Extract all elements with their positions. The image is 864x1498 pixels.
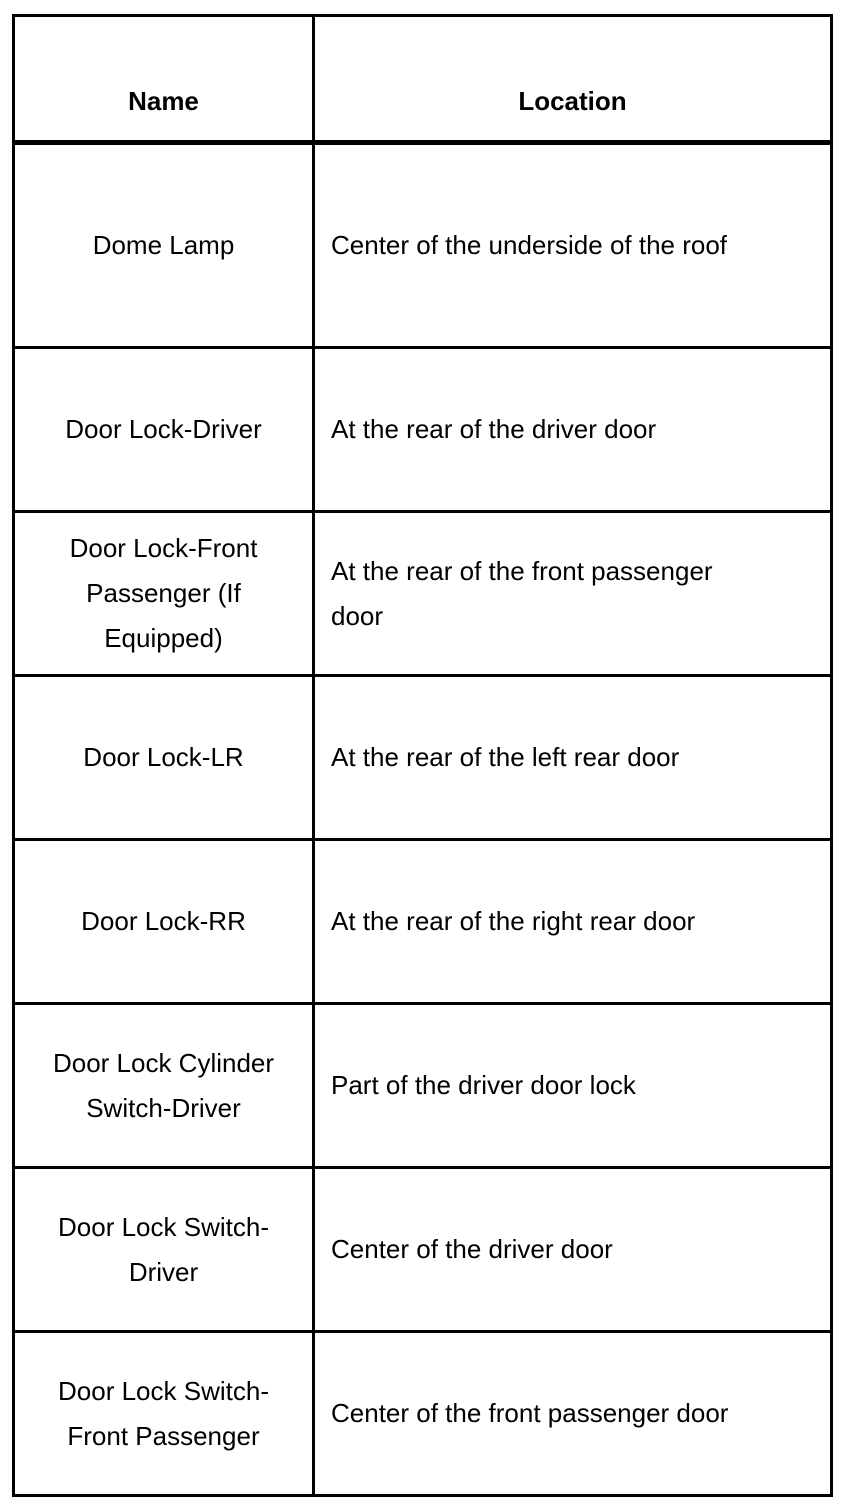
location-cell: Center of the front passenger door [314,1332,832,1496]
table-row [14,1004,832,1168]
table-row [14,840,832,1004]
name-cell: Door Lock-Driver [14,348,314,512]
table-row [14,512,832,676]
header-name: Name [14,16,314,143]
component-location-table [12,14,833,1497]
location-cell: At the rear of the driver door [314,348,832,512]
location-cell: Center of the underside of the roof [314,143,832,348]
location-cell: At the rear of the front passenger door [314,512,832,676]
table-row [14,676,832,840]
table-header [14,16,832,143]
location-cell: At the rear of the left rear door [314,676,832,840]
table-body [14,143,832,1496]
location-cell: Part of the driver door lock [314,1004,832,1168]
name-cell: Door Lock-RR [14,840,314,1004]
header-row [14,16,832,143]
table-row [14,1168,832,1332]
name-cell: Dome Lamp [14,143,314,348]
name-cell: Door Lock-LR [14,676,314,840]
table-row [14,143,832,348]
table-row [14,1332,832,1496]
name-cell: Door Lock Switch-Front Passenger [14,1332,314,1496]
table-row [14,348,832,512]
name-cell: Door Lock-Front Passenger (If Equipped) [14,512,314,676]
location-cell: Center of the driver door [314,1168,832,1332]
name-cell: Door Lock Cylinder Switch-Driver [14,1004,314,1168]
header-location: Location [314,16,832,143]
name-cell: Door Lock Switch-Driver [14,1168,314,1332]
location-cell: At the rear of the right rear door [314,840,832,1004]
